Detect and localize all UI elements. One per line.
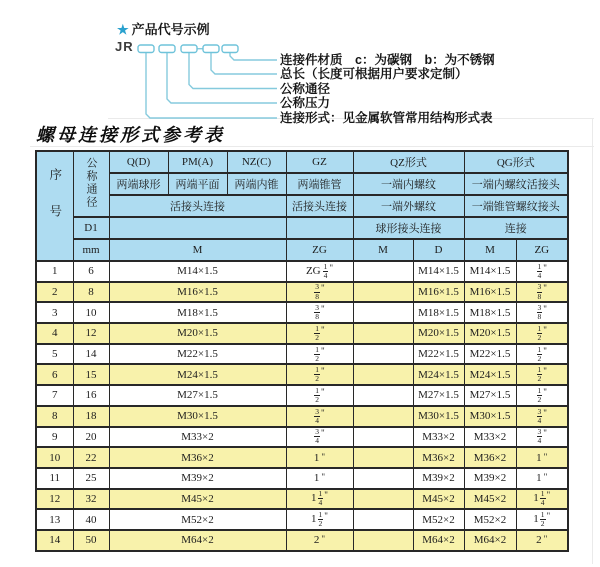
cell-m: M30×1.5 bbox=[109, 406, 286, 427]
header-mm: mm bbox=[73, 239, 109, 261]
header-nz: NZ(C) bbox=[227, 151, 286, 173]
header-qz-conn: 球形接头连接 bbox=[353, 217, 464, 239]
cell-m: M36×2 bbox=[109, 447, 286, 468]
cell-gz: $\frac{1}{2}$ " bbox=[286, 344, 353, 365]
table-row bbox=[36, 364, 568, 385]
cell-dn: 20 bbox=[73, 427, 109, 448]
table-row bbox=[36, 385, 568, 406]
cell-qg-m: M24×1.5 bbox=[464, 364, 516, 385]
cell-qg-m: M30×1.5 bbox=[464, 406, 516, 427]
cell-m: M52×2 bbox=[109, 509, 286, 530]
cell-dn: 14 bbox=[73, 344, 109, 365]
code-boxes bbox=[138, 45, 238, 53]
connector-lines bbox=[146, 49, 277, 118]
header-qg-conn: 连接 bbox=[464, 217, 568, 239]
table-row bbox=[36, 406, 568, 427]
table-row bbox=[36, 302, 568, 323]
cell-gz: $\frac{1}{2}$ " bbox=[286, 323, 353, 344]
header-qg-taper: 一端锥管螺纹接头 bbox=[464, 195, 568, 217]
cell-seq: 6 bbox=[36, 364, 73, 385]
table-row bbox=[36, 530, 568, 551]
header-empty bbox=[109, 217, 286, 239]
header-zg: ZG bbox=[286, 239, 353, 261]
cell-qz-m bbox=[353, 427, 413, 448]
cell-qg-m: M22×1.5 bbox=[464, 344, 516, 365]
cell-qg-zg: $\frac{3}{8}$ " bbox=[516, 282, 568, 303]
cell-gz: 1 $\frac{1}{4}$ " bbox=[286, 489, 353, 510]
cell-m: M14×1.5 bbox=[109, 261, 286, 282]
cell-seq: 9 bbox=[36, 427, 73, 448]
header-qg-m: M bbox=[464, 239, 516, 261]
cell-dn: 25 bbox=[73, 468, 109, 489]
cell-qg-m: M33×2 bbox=[464, 427, 516, 448]
cell-m: M24×1.5 bbox=[109, 364, 286, 385]
header-pm-sub: 两端平面 bbox=[168, 173, 227, 195]
cell-qz-d: M20×1.5 bbox=[413, 323, 464, 344]
cell-qz-m bbox=[353, 302, 413, 323]
scan-artifact-line bbox=[592, 118, 593, 564]
code-label-nominal-diameter: 公称通径 bbox=[280, 82, 331, 96]
cell-seq: 2 bbox=[36, 282, 73, 303]
cell-qg-zg: $\frac{1}{2}$ " bbox=[516, 385, 568, 406]
cell-qg-zg: $\frac{3}{8}$ " bbox=[516, 302, 568, 323]
cell-qg-zg: 1 " bbox=[516, 468, 568, 489]
cell-gz: 2 " bbox=[286, 530, 353, 551]
cell-dn: 8 bbox=[73, 282, 109, 303]
header-dn-text: 公称通径 bbox=[85, 156, 97, 209]
cell-dn: 15 bbox=[73, 364, 109, 385]
cell-qz-d: M33×2 bbox=[413, 427, 464, 448]
cell-qz-d: M36×2 bbox=[413, 447, 464, 468]
cell-qz-m bbox=[353, 489, 413, 510]
header-seq-text: 序号 bbox=[47, 168, 62, 241]
table-row bbox=[36, 468, 568, 489]
cell-qg-zg: $\frac{3}{4}$ " bbox=[516, 406, 568, 427]
cell-qg-zg: 1 $\frac{1}{2}$ " bbox=[516, 509, 568, 530]
cell-seq: 14 bbox=[36, 530, 73, 551]
cell-gz: $\frac{3}{8}$ " bbox=[286, 282, 353, 303]
header-qz-inner: 一端内螺纹 bbox=[353, 173, 464, 195]
header-seq bbox=[36, 151, 73, 261]
table-row bbox=[36, 323, 568, 344]
cell-qz-d: M52×2 bbox=[413, 509, 464, 530]
cell-gz: $\frac{3}{8}$ " bbox=[286, 302, 353, 323]
cell-gz: 1 " bbox=[286, 447, 353, 468]
cell-qg-zg: $\frac{1}{4}$ " bbox=[516, 261, 568, 282]
cell-qz-d: M45×2 bbox=[413, 489, 464, 510]
header-gz-conn: 活接头连接 bbox=[286, 195, 353, 217]
cell-qz-d: M64×2 bbox=[413, 530, 464, 551]
cell-qg-m: M20×1.5 bbox=[464, 323, 516, 344]
cell-m: M39×2 bbox=[109, 468, 286, 489]
header-m-span: M bbox=[109, 239, 286, 261]
cell-m: M45×2 bbox=[109, 489, 286, 510]
cell-m: M27×1.5 bbox=[109, 385, 286, 406]
table-row bbox=[36, 509, 568, 530]
cell-qg-zg: 1 " bbox=[516, 447, 568, 468]
cell-gz: $\frac{3}{4}$ " bbox=[286, 406, 353, 427]
code-label-material: 连接件材质 c：为碳钢 b：为不锈钢 bbox=[280, 53, 495, 67]
product-code-heading bbox=[117, 19, 210, 38]
cell-seq: 5 bbox=[36, 344, 73, 365]
cell-m: M22×1.5 bbox=[109, 344, 286, 365]
cell-qz-d: M18×1.5 bbox=[413, 302, 464, 323]
cell-seq: 11 bbox=[36, 468, 73, 489]
cell-qz-m bbox=[353, 509, 413, 530]
cell-gz: ZG $\frac{1}{4}$ " bbox=[286, 261, 353, 282]
cell-seq: 3 bbox=[36, 302, 73, 323]
table-row bbox=[36, 427, 568, 448]
cell-qg-zg: 1 $\frac{1}{4}$ " bbox=[516, 489, 568, 510]
cell-seq: 1 bbox=[36, 261, 73, 282]
star-icon: ★ bbox=[117, 22, 129, 37]
cell-gz: $\frac{3}{4}$ " bbox=[286, 427, 353, 448]
cell-dn: 16 bbox=[73, 385, 109, 406]
cell-dn: 40 bbox=[73, 509, 109, 530]
cell-qz-m bbox=[353, 364, 413, 385]
cell-gz: 1 " bbox=[286, 468, 353, 489]
table-row bbox=[36, 489, 568, 510]
cell-dn: 10 bbox=[73, 302, 109, 323]
header-empty bbox=[286, 217, 353, 239]
header-nz-sub: 两端内锥 bbox=[227, 173, 286, 195]
cell-qz-m bbox=[353, 385, 413, 406]
header-d1: D1 bbox=[73, 217, 109, 239]
cell-qg-m: M27×1.5 bbox=[464, 385, 516, 406]
table-row bbox=[36, 261, 568, 282]
table-header bbox=[36, 151, 568, 261]
cell-seq: 12 bbox=[36, 489, 73, 510]
cell-qz-d: M14×1.5 bbox=[413, 261, 464, 282]
table-title: 螺母连接形式参考表 bbox=[36, 125, 225, 146]
header-qz-d: D bbox=[413, 239, 464, 261]
cell-qg-zg: $\frac{1}{2}$ " bbox=[516, 344, 568, 365]
nut-connection-table bbox=[35, 150, 569, 552]
cell-gz: 1 $\frac{1}{2}$ " bbox=[286, 509, 353, 530]
cell-seq: 7 bbox=[36, 385, 73, 406]
cell-qg-zg: $\frac{3}{4}$ " bbox=[516, 427, 568, 448]
cell-qz-m bbox=[353, 530, 413, 551]
cell-qg-m: M16×1.5 bbox=[464, 282, 516, 303]
cell-m: M16×1.5 bbox=[109, 282, 286, 303]
header-gz-sub: 两端锥管 bbox=[286, 173, 353, 195]
cell-qz-m bbox=[353, 282, 413, 303]
table-row bbox=[36, 282, 568, 303]
header-qz-m: M bbox=[353, 239, 413, 261]
cell-qz-m bbox=[353, 323, 413, 344]
cell-m: M20×1.5 bbox=[109, 323, 286, 344]
header-gz: GZ bbox=[286, 151, 353, 173]
header-qz-outer: 一端外螺纹 bbox=[353, 195, 464, 217]
cell-qz-d: M27×1.5 bbox=[413, 385, 464, 406]
header-qg: QG形式 bbox=[464, 151, 568, 173]
table-body bbox=[36, 261, 568, 551]
code-label-connection-type: 连接形式：见金属软管常用结构形式表 bbox=[280, 111, 493, 125]
cell-dn: 6 bbox=[73, 261, 109, 282]
table-row bbox=[36, 344, 568, 365]
cell-qg-m: M18×1.5 bbox=[464, 302, 516, 323]
code-label-length: 总长（长度可根据用户要求定制） bbox=[280, 67, 468, 81]
cell-qg-zg: $\frac{1}{2}$ " bbox=[516, 364, 568, 385]
cell-dn: 12 bbox=[73, 323, 109, 344]
cell-dn: 50 bbox=[73, 530, 109, 551]
cell-qg-m: M45×2 bbox=[464, 489, 516, 510]
cell-qg-m: M14×1.5 bbox=[464, 261, 516, 282]
header-qg-inner: 一端内螺纹活接头 bbox=[464, 173, 568, 195]
code-label-nominal-pressure: 公称压力 bbox=[280, 96, 331, 110]
cell-qg-m: M64×2 bbox=[464, 530, 516, 551]
cell-qz-d: M24×1.5 bbox=[413, 364, 464, 385]
product-code-heading-text: 产品代号示例 bbox=[131, 22, 210, 37]
cell-seq: 8 bbox=[36, 406, 73, 427]
cell-seq: 10 bbox=[36, 447, 73, 468]
cell-qz-m bbox=[353, 344, 413, 365]
table-row bbox=[36, 447, 568, 468]
cell-qz-d: M16×1.5 bbox=[413, 282, 464, 303]
cell-qg-m: M36×2 bbox=[464, 447, 516, 468]
header-q: Q(D) bbox=[109, 151, 168, 173]
cell-dn: 32 bbox=[73, 489, 109, 510]
cell-qz-m bbox=[353, 468, 413, 489]
cell-qz-d: M22×1.5 bbox=[413, 344, 464, 365]
cell-qg-zg: $\frac{1}{2}$ " bbox=[516, 323, 568, 344]
cell-qg-m: M52×2 bbox=[464, 509, 516, 530]
cell-m: M64×2 bbox=[109, 530, 286, 551]
cell-qz-d: M30×1.5 bbox=[413, 406, 464, 427]
cell-qg-m: M39×2 bbox=[464, 468, 516, 489]
cell-qg-zg: 2 " bbox=[516, 530, 568, 551]
cell-seq: 4 bbox=[36, 323, 73, 344]
cell-gz: $\frac{1}{2}$ " bbox=[286, 385, 353, 406]
cell-gz: $\frac{1}{2}$ " bbox=[286, 364, 353, 385]
cell-seq: 13 bbox=[36, 509, 73, 530]
header-dn bbox=[73, 151, 109, 217]
header-qz: QZ形式 bbox=[353, 151, 464, 173]
cell-dn: 18 bbox=[73, 406, 109, 427]
cell-qz-m bbox=[353, 447, 413, 468]
header-qg-zg: ZG bbox=[516, 239, 568, 261]
header-q-sub: 两端球形 bbox=[109, 173, 168, 195]
cell-dn: 22 bbox=[73, 447, 109, 468]
cell-qz-d: M39×2 bbox=[413, 468, 464, 489]
cell-qz-m bbox=[353, 406, 413, 427]
header-union-conn: 活接头连接 bbox=[109, 195, 286, 217]
product-code-prefix: JR bbox=[115, 39, 134, 54]
cell-m: M33×2 bbox=[109, 427, 286, 448]
header-pm: PM(A) bbox=[168, 151, 227, 173]
cell-m: M18×1.5 bbox=[109, 302, 286, 323]
cell-qz-m bbox=[353, 261, 413, 282]
